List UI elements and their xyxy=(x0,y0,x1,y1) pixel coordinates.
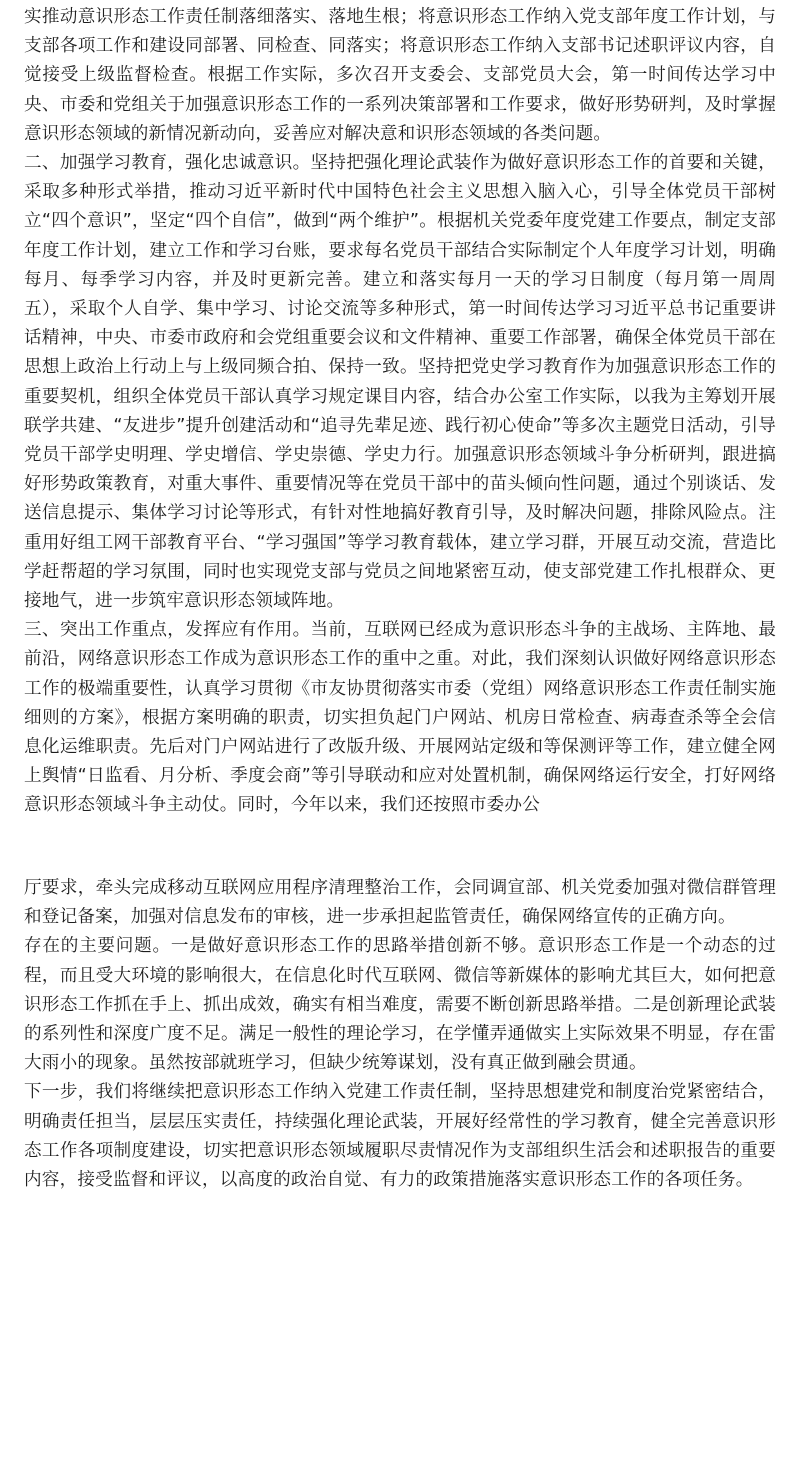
document-section-top xyxy=(24,3,776,821)
document-section-bottom xyxy=(24,874,776,1195)
paragraph-learning-education: 二、加强学习教育，强化忠诚意识。坚持把强化理论武装作为做好意识形态工作的首要和关键，采取多种形式举措，推动习近平新时代中国特色社会主义思想入脑入心，引导全体党员干部树立“四个意识”，坚定“四个自信”，做到“两个维护”。根据机关党委年度党建工作要点，制定支部年度工作计划，建立工作和学习台账，要求每名党员干部结合实际制定个人年度学习计划，明确每月、每季学习内容，并及时更新完善。建立和落实每月一天的学习日制度（每月第一周周五），采取个人自学、集中学习、讨论交流等多种形式，第一时间传达学习习近平总书记重要讲话精神，中央、市委市政府和会党组重要会议和文件精神、重要工作部署，确保全体党员干部在思想上政治上行动上与上级同频合拍、保持一致。坚持把党史学习教育作为加强意识形态工作的重要契机，组织全体党员干部认真学习规定课目内容，结合办公室工作实际，以我为主筹划开展联学共建、“友进步”提升创建活动和“追寻先辈足迹、践行初心使命”等多次主题党日活动，引导党员干部学史明理、学史增信、学史崇德、学史力行。加强意识形态领域斗争分析研判，跟进搞好形势政策教育，对重大事件、重要情况等在党员干部中的苗头倾向性问题，通过个别谈话、发送信息提示、集体学习讨论等形式，有针对性地搞好教育引导，及时解决问题，排除风险点。注重用好组工网干部教育平台、“学习强国”等学习教育载体，建立学习群，开展互动交流，营造比学赶帮超的学习氛围，同时也实现党支部与党员之间地紧密互动，使支部党建工作扎根群众、更接地气，进一步筑牢意识形态领域阵地。 xyxy=(24,153,776,612)
paragraph-responsibility-system: 实推动意识形态工作责任制落细落实、落地生根；将意识形态工作纳入党支部年度工作计划，与支部各项工作和建设同部署、同检查、同落实；将意识形态工作纳入支部书记述职评议内容，自觉接受上级监督检查。根据工作实际，多次召开支委会、支部党员大会，第一时间传达学习中央、市委和党组关于加强意识形态工作的一系列决策部署和工作要求，做好形势研判，及时掌握意识形态领域的新情况新动向，妥善应对解决意和识形态领域的各类问题。 xyxy=(24,7,776,144)
paragraph-continuation: 厅要求，牵头完成移动互联网应用程序清理整治工作，会同调宣部、机关党委加强对微信群管理和登记备案，加强对信息发布的审核，进一步承担起监管责任，确保网络宣传的正确方向。 xyxy=(24,878,776,928)
paragraph-main-problems: 存在的主要问题。一是做好意识形态工作的思路举措创新不够。意识形态工作是一个动态的过程，而且受大环境的影响很大，在信息化时代互联网、微信等新媒体的影响尤其巨大，如何把意识形态工作抓在手上、抓出成效，确实有相当难度，需要不断创新思路举措。二是创新理论武装的系列性和深度广度不足。满足一般性的理论学习，在学懂弄通做实上实际效果不明显，存在雷大雨小的现象。虽然按部就班学习，但缺少统筹谋划，没有真正做到融会贯通。 xyxy=(24,936,776,1074)
paragraph-work-focus: 三、突出工作重点，发挥应有作用。当前，互联网已经成为意识形态斗争的主战场、主阵地、最前沿，网络意识形态工作成为意识形态工作的重中之重。对此，我们深刻认识做好网络意识形态工作的极端重要性，认真学习贯彻《市友协贯彻落实市委（党组）网络意识形态工作责任制实施细则的方案》，根据方案明确的职责，切实担负起门户网站、机房日常检查、病毒查杀等全会信息化运维职责。先后对门户网站进行了改版升级、开展网站定级和等保测评等工作，建立健全网上舆情“日监看、月分析、季度会商”等引导联动和应对处置机制，确保网络运行安全，打好网络意识形态领域斗争主动仗。同时，今年以来，我们还按照市委办公 xyxy=(24,620,776,816)
paragraph-next-steps: 下一步，我们将继续把意识形态工作纳入党建工作责任制，坚持思想建党和制度治党紧密结合，明确责任担当，层层压实责任，持续强化理论武装，开展好经常性的学习教育，健全完善意识形态工作各项制度建设，切实把意识形态领域履职尽责情况作为支部组织生活会和述职报告的重要内容，接受监督和评议，以高度的政治自觉、有力的政策措施落实意识形态工作的各项任务。 xyxy=(24,1082,776,1191)
